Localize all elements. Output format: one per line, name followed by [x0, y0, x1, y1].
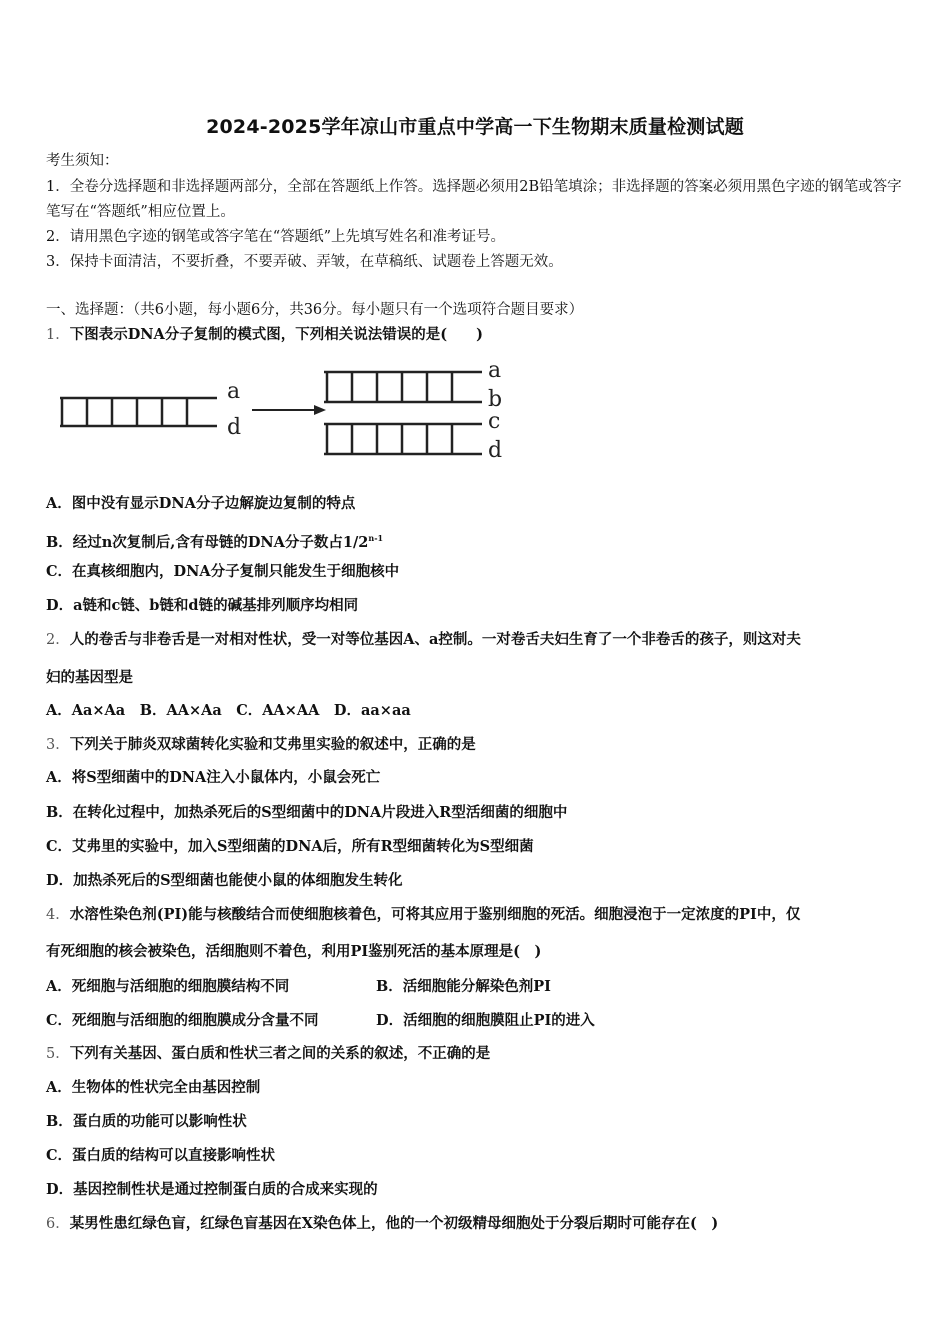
question-text: 水溶性染色剂(PI)能与核酸结合而使细胞核着色，可将其应用于鉴别细胞的死活。细胞浸泡于一定浓度的PI中，仅	[69, 906, 801, 923]
arrow-icon	[252, 405, 326, 415]
q4-options-row-1	[46, 976, 910, 998]
notice-item-2: 2．请用黑色字迹的钢笔或答字笔在“答题纸”上先填写姓名和准考证号。	[46, 229, 506, 245]
question-4-cont: 有死细胞的核会被染色，活细胞则不着色，利用PI鉴别死活的基本原理是( )	[46, 943, 542, 960]
page-title: 2024-2025学年凉山市重点中学高一下生物期末质量检测试题	[206, 116, 744, 138]
question-text: 下列关于肺炎双球菌转化实验和艾弗里实验的叙述中，正确的是	[69, 736, 476, 753]
label-strand-a: a	[488, 360, 502, 383]
q4-option-b: B．活细胞能分解染色剂PI	[376, 978, 551, 995]
q4-option-c: C．死细胞与活细胞的细胞膜成分含量不同	[46, 1012, 319, 1029]
q4-option-d: D．活细胞的细胞膜阻止PI的进入	[376, 1012, 595, 1029]
question-4	[46, 904, 910, 926]
daughter-dna-1	[324, 372, 482, 402]
notice-item-1: 1．全卷分选择题和非选择题两部分，全部在答题纸上作答。选择题必须用2B铅笔填涂；非选择题的答案必须用黑色字迹的钢笔或答字笔写在“答题纸”相应位置上。	[46, 179, 902, 220]
label-parent-d: d	[227, 415, 242, 440]
exponent: n-1	[368, 533, 384, 543]
q4-option-a: A．死细胞与活细胞的细胞膜结构不同	[46, 978, 290, 995]
q5-option-a: A．生物体的性状完全由基因控制	[46, 1079, 261, 1096]
section-heading: 一、选择题：（共6小题，每小题6分，共36分。每小题只有一个选项符合题目要求）	[46, 302, 584, 318]
question-number: 4．	[46, 907, 70, 923]
question-2-cont: 妇的基因型是	[46, 669, 133, 686]
question-text: 人的卷舌与非卷舌是一对相对性状，受一对等位基因A、a控制。一对卷舌夫妇生育了一个非卷舌的孩子，则这对夫	[69, 631, 801, 648]
q3-option-b: B．在转化过程中，加热杀死后的S型细菌中的DNA片段进入R型活细菌的细胞中	[46, 804, 568, 821]
q5-option-b: B．蛋白质的功能可以影响性状	[46, 1113, 247, 1130]
q1-option-a: A．图中没有显示DNA分子边解旋边复制的特点	[46, 495, 356, 512]
question-number: 5．	[46, 1046, 70, 1062]
question-2	[46, 629, 910, 651]
question-5	[46, 1043, 910, 1065]
notice-item-3: 3．保持卡面清洁，不要折叠，不要弄破、弄皱，在草稿纸、试题卷上答题无效。	[46, 254, 563, 270]
notice-heading: 考生须知：	[46, 153, 119, 169]
question-text: 下图表示DNA分子复制的模式图，下列相关说法错误的是( )	[69, 326, 484, 343]
question-number: 2．	[46, 632, 70, 648]
question-number: 6．	[46, 1216, 70, 1232]
label-strand-d: d	[488, 438, 503, 460]
q1-option-d: D．a链和c链、b链和d链的碱基排列顺序均相同	[46, 597, 359, 614]
q1-option-c: C．在真核细胞内，DNA分子复制只能发生于细胞核中	[46, 563, 400, 580]
question-number: 1．	[46, 327, 70, 343]
q5-option-d: D．基因控制性状是通过控制蛋白质的合成来实现的	[46, 1181, 378, 1198]
q3-option-c: C．艾弗里的实验中，加入S型细菌的DNA后，所有R型细菌转化为S型细菌	[46, 838, 534, 855]
question-3	[46, 734, 910, 756]
question-6	[46, 1213, 910, 1235]
q5-option-c: C．蛋白质的结构可以直接影响性状	[46, 1147, 276, 1164]
dna-replication-diagram	[52, 360, 512, 460]
question-text: 下列有关基因、蛋白质和性状三者之间的关系的叙述，不正确的是	[69, 1045, 491, 1062]
q3-option-a: A．将S型细菌中的DNA注入小鼠体内，小鼠会死亡	[46, 769, 381, 786]
question-1	[46, 324, 910, 346]
parent-dna	[60, 398, 217, 426]
label-parent-a: a	[227, 379, 241, 404]
label-strand-c: c	[488, 409, 501, 434]
question-text: 某男性患红绿色盲，红绿色盲基因在X染色体上，他的一个初级精母细胞处于分裂后期时可能存在( )	[69, 1215, 719, 1232]
label-strand-b: b	[488, 387, 503, 412]
q1-option-b: B．经过n次复制后,含有母链的DNA分子数占1/2$^{n-1}$	[46, 533, 384, 551]
q4-options-row-2	[46, 1010, 910, 1032]
question-number: 3．	[46, 737, 70, 753]
q2-options: A．Aa×Aa B．AA×Aa C．AA×AA D．aa×aa	[46, 702, 411, 719]
daughter-dna-2	[324, 424, 482, 454]
q3-option-d: D．加热杀死后的S型细菌也能使小鼠的体细胞发生转化	[46, 872, 403, 889]
